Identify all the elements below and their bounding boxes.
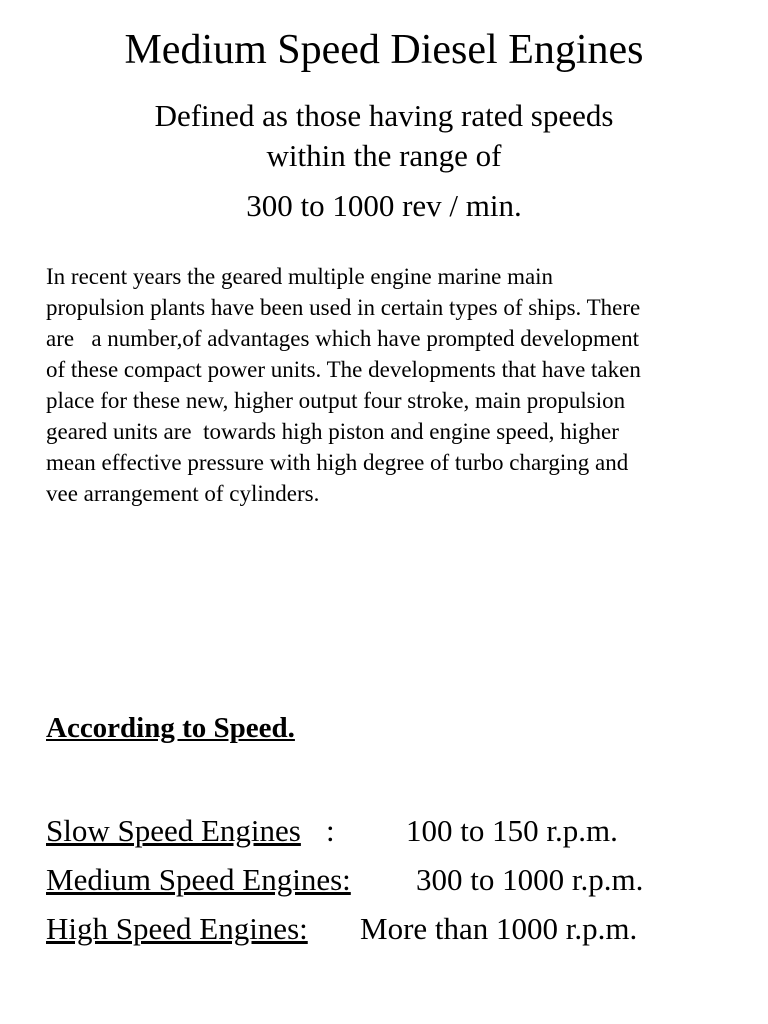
body-paragraph (46, 261, 726, 509)
speed-row-slow (46, 806, 746, 855)
subtitle-line: Defined as those having rated speeds (154, 98, 614, 133)
subtitle (0, 96, 768, 176)
speed-value: 300 to 1000 r.p.m. (416, 862, 644, 897)
speed-colon: : (326, 813, 335, 848)
speed-label: Slow Speed Engines (46, 813, 301, 848)
body-line: place for these new, higher output four stroke, main propulsion (46, 388, 626, 413)
body-line: propulsion plants have been used in certain types of ships. There (46, 295, 641, 320)
body-line: of these compact power units. The developments that have taken (46, 357, 641, 382)
body-line: In recent years the geared multiple engine marine main (46, 264, 554, 289)
speed-label: Medium Speed Engines: (46, 862, 351, 897)
body-line: vee arrangement of cylinders. (46, 481, 320, 506)
subtitle-line: within the range of (266, 138, 502, 173)
speed-row-medium (46, 855, 746, 904)
speed-value: 100 to 150 r.p.m. (406, 813, 618, 848)
body-line: mean effective pressure with high degree of turbo charging and (46, 450, 629, 475)
body-line: geared units are towards high piston and engine speed, higher (46, 419, 619, 444)
speed-label: High Speed Engines: (46, 911, 308, 946)
speed-value: More than 1000 r.p.m. (360, 911, 638, 946)
body-line: are a number,of advantages which have prompted development (46, 326, 640, 351)
speed-range: 300 to 1000 rev / min. (246, 188, 522, 223)
section-heading: According to Speed. (46, 712, 295, 744)
slide-title: Medium Speed Diesel Engines (124, 27, 644, 73)
speed-list (46, 806, 746, 953)
speed-row-high (46, 904, 746, 953)
